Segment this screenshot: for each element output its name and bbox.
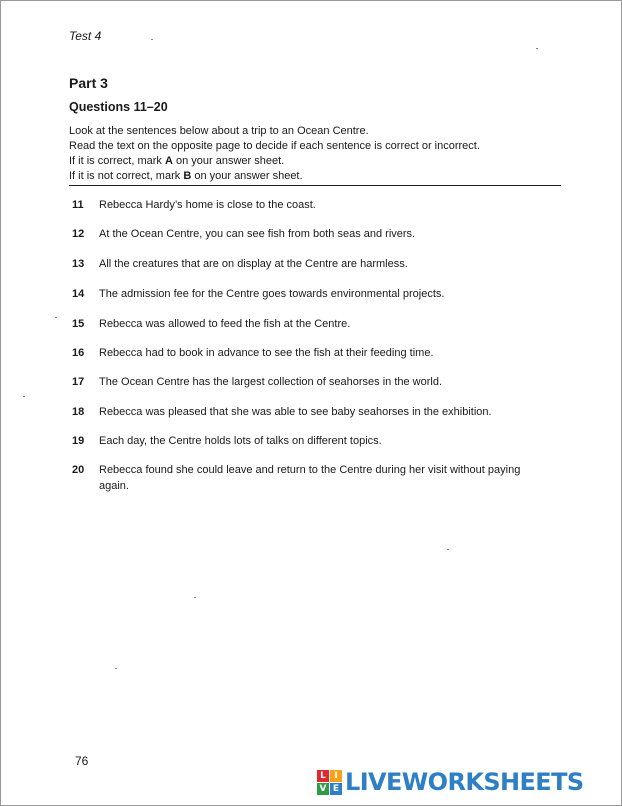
question-item (72, 433, 542, 449)
scan-speck (151, 39, 153, 40)
instruction-text: Read the text on the opposite page to decide if each sentence is correct or incorrect. (69, 140, 480, 152)
question-text: Each day, the Centre holds lots of talks on different topics. (99, 435, 382, 447)
question-text: Rebecca had to book in advance to see the fish at their feeding time. (99, 347, 434, 359)
logo-text: LIVEWORKSHEETS (345, 768, 584, 796)
question-text: The admission fee for the Centre goes towards environmental projects. (99, 288, 445, 300)
scan-speck (55, 317, 57, 318)
question-number: 15 (72, 318, 85, 330)
scan-speck (115, 668, 117, 669)
instruction-line (69, 169, 480, 184)
page-number: 76 (75, 754, 89, 768)
question-item (72, 462, 542, 494)
instruction-line (69, 154, 480, 169)
scan-speck (447, 549, 449, 550)
question-item (72, 256, 542, 272)
question-item (72, 404, 542, 420)
part-title: Part 3 (69, 75, 108, 91)
question-number: 19 (72, 435, 85, 447)
scan-speck (536, 48, 538, 49)
question-number: 14 (72, 288, 85, 300)
instruction-line (69, 124, 480, 139)
question-text: All the creatures that are on display at the Centre are harmless. (99, 258, 408, 270)
question-number: 18 (72, 406, 85, 418)
question-text: Rebecca Hardy’s home is close to the coast. (99, 199, 316, 211)
answer-letter-b: B (183, 170, 192, 182)
question-item (72, 226, 542, 242)
question-item (72, 197, 542, 213)
answer-letter-a: A (164, 155, 173, 167)
question-number: 16 (72, 347, 85, 359)
question-text: Rebecca was pleased that she was able to see baby seahorses in the exhibition. (99, 406, 492, 418)
instruction-text: on your answer sheet. (172, 155, 285, 167)
scan-speck (194, 597, 196, 598)
question-number: 20 (72, 464, 85, 476)
question-text: Rebecca was allowed to feed the fish at the Centre. (99, 318, 351, 330)
logo-letter: E (330, 783, 342, 795)
logo-letter: I (330, 770, 342, 782)
instructions (69, 124, 480, 184)
question-item (72, 316, 542, 332)
question-text: At the Ocean Centre, you can see fish from both seas and rivers. (99, 228, 416, 240)
logo-letter: L (317, 770, 329, 782)
question-number: 17 (72, 376, 85, 388)
instruction-text: Look at the sentences below about a trip to an Ocean Centre. (69, 125, 369, 137)
divider-rule (69, 185, 561, 186)
test-label: Test 4 (69, 29, 102, 43)
question-text: The Ocean Centre has the largest collection of seahorses in the world. (99, 376, 443, 388)
question-number: 12 (72, 228, 85, 240)
questions-title: Questions 11–20 (69, 100, 168, 114)
question-item (72, 345, 542, 361)
question-number: 13 (72, 258, 85, 270)
question-number: 11 (72, 199, 84, 211)
instruction-text: If it is not correct, mark (69, 170, 184, 182)
question-item (72, 374, 542, 390)
instruction-text: If it is correct, mark (69, 155, 165, 167)
instruction-line (69, 139, 480, 154)
question-text: Rebecca found she could leave and return to the Centre during her visit without paying again. (99, 464, 521, 492)
liveworksheets-logo (317, 767, 584, 797)
logo-mark-icon (317, 770, 342, 795)
instruction-text: on your answer sheet. (191, 170, 303, 182)
logo-letter: V (317, 783, 329, 795)
question-item (72, 286, 542, 302)
scan-speck (23, 396, 25, 397)
